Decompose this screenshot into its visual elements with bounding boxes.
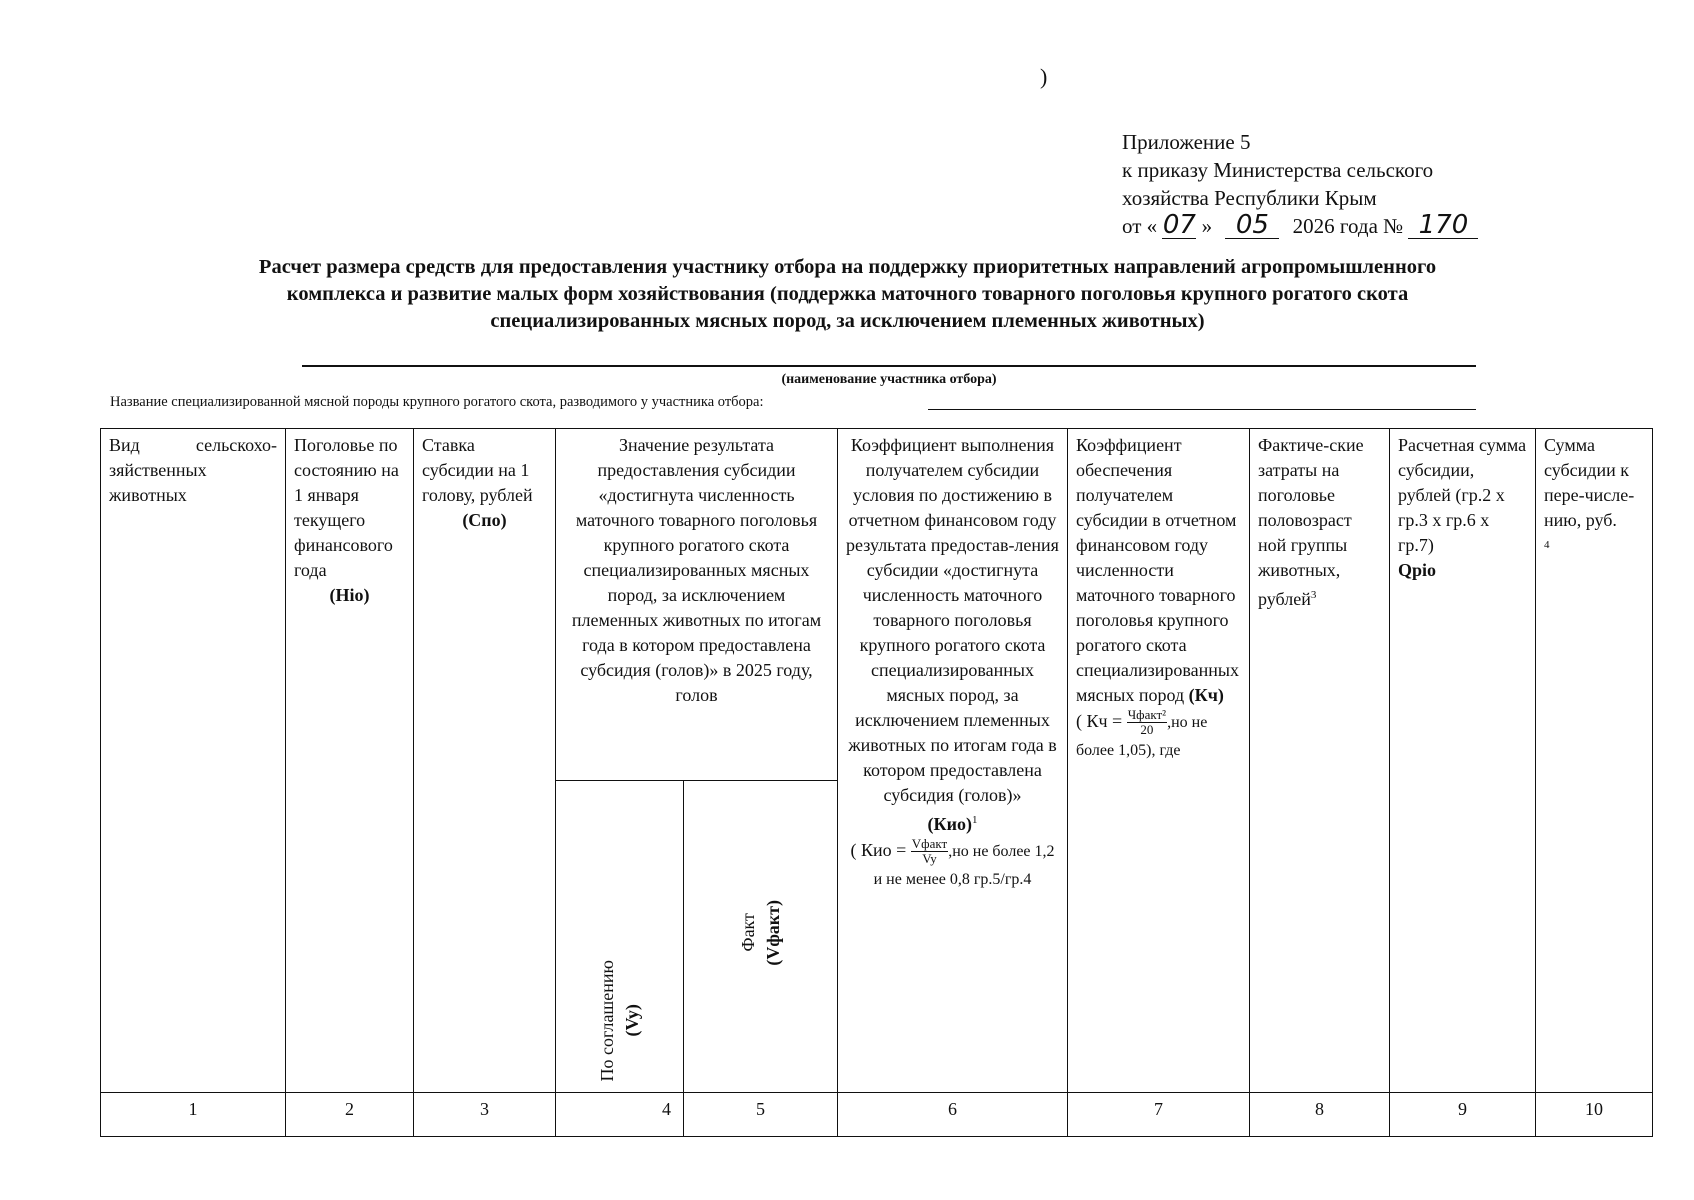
document-title bbox=[110, 254, 1585, 335]
handwritten-number: 170 bbox=[1408, 212, 1478, 239]
calculation-table bbox=[100, 428, 1653, 1137]
header-livestock: Поголовье по состоянию на 1 января текущего финансового года (Нio) bbox=[286, 429, 414, 1093]
header-rate: Ставка субсидии на 1 голову, рублей (Спо) bbox=[414, 429, 556, 1093]
column-number: 5 bbox=[684, 1093, 838, 1137]
column-number: 4 bbox=[556, 1093, 684, 1137]
formula-kio: ( Кио = $\frac{\text{Vфакт}}{Vy}$ ,но не более 1,2 и не менее 0,8 гр.5/гр.4 bbox=[850, 836, 1055, 888]
annex-header bbox=[1122, 128, 1478, 240]
column-number: 7 bbox=[1068, 1093, 1250, 1137]
column-numbers-row bbox=[101, 1093, 1653, 1137]
header-coef-kch: Коэффициент обеспечения получателем субсидии в отчетном финансовом году численности маточного товарного поголовья крупного рогатого скота специализированных мясных пород (Кч) ( Кч = $\frac{\text{Чфакт²}}{20}$ ,но не более 1,05), где bbox=[1068, 429, 1250, 1093]
annex-line-2: к приказу Министерства сельского bbox=[1122, 158, 1434, 182]
participant-caption: (наименование участника отбора) bbox=[781, 372, 997, 387]
stray-mark: ) bbox=[1040, 64, 1048, 89]
formula-kch: ( Кч = $\frac{\text{Чфакт²}}{20}$ ,но не более 1,05), где bbox=[1076, 707, 1208, 759]
header-coef-kio: Коэффициент выполнения получателем субсидии условия по достижению в отчетном финансовом году результата предостав-ления субсидии «достигнута численность маточного товарного поголовья крупного рогатого скота специализированных мясных пород, за исключением племенных животных по итогам года в котором предоставлена субсидия (голов)» (Кио)$^1$ ( Кио = $\frac{\text{Vфакт}}{Vy}$ ,но не более 1,2 и не менее 0,8 гр.5/гр.4 bbox=[838, 429, 1068, 1093]
title-line-2: комплекса и развитие малых форм хозяйствования (поддержка маточного товарного поголовья крупного рогатого скота bbox=[286, 283, 1409, 305]
annex-line-1: Приложение 5 bbox=[1122, 130, 1251, 154]
header-actual-costs: Фактиче-ские затраты на поголовье половозраст ной группы животных, рублей$^3$ bbox=[1250, 429, 1390, 1093]
header-estimated-sum: Расчетная сумма субсидии, рублей (гр.2 x гр.3 x гр.6 x гр.7) Qpio bbox=[1390, 429, 1536, 1093]
column-number: 3 bbox=[414, 1093, 556, 1137]
breed-label: Название специализированной мясной породы крупного рогатого скота, разводимого у участника отбора: bbox=[110, 394, 764, 410]
column-number: 2 bbox=[286, 1093, 414, 1137]
column-number: 1 bbox=[101, 1093, 286, 1137]
header-planned: По соглашению (Vy) bbox=[556, 781, 684, 1093]
column-number: 8 bbox=[1250, 1093, 1390, 1137]
column-number: 6 bbox=[838, 1093, 1068, 1137]
column-number: 9 bbox=[1390, 1093, 1536, 1137]
handwritten-day: 07 bbox=[1162, 210, 1196, 240]
handwritten-month: 05 bbox=[1225, 212, 1279, 239]
breed-fill-line bbox=[928, 409, 1476, 410]
annex-line-3: хозяйства Республики Крым bbox=[1122, 186, 1377, 210]
title-line-1: Расчет размера средств для предоставления участнику отбора на поддержку приоритетных направлений агропромышленного bbox=[258, 256, 1437, 278]
header-transfer-sum: Сумма субсидии к пере-числе-нию, руб. $^4$ bbox=[1536, 429, 1653, 1093]
title-line-3: специализированных мясных пород, за исключением племенных животных) bbox=[490, 310, 1205, 332]
column-number: 10 bbox=[1536, 1093, 1653, 1137]
header-actual: Факт (Vфакт) bbox=[684, 781, 838, 1093]
annex-date-line: от « 07 » 05 2026 года № 170 bbox=[1122, 212, 1478, 240]
participant-name-line bbox=[302, 365, 1476, 367]
header-animal-type: Вид сельскохо-зяйственных животных bbox=[101, 429, 286, 1093]
header-result-value: Значение результата предоставления субсидии «достигнута численность маточного товарного поголовья крупного рогатого скота специализированных мясных пород, за исключением племенных животных по итогам года в котором предоставлена субсидия (голов)» в 2025 году, голов bbox=[556, 429, 838, 781]
